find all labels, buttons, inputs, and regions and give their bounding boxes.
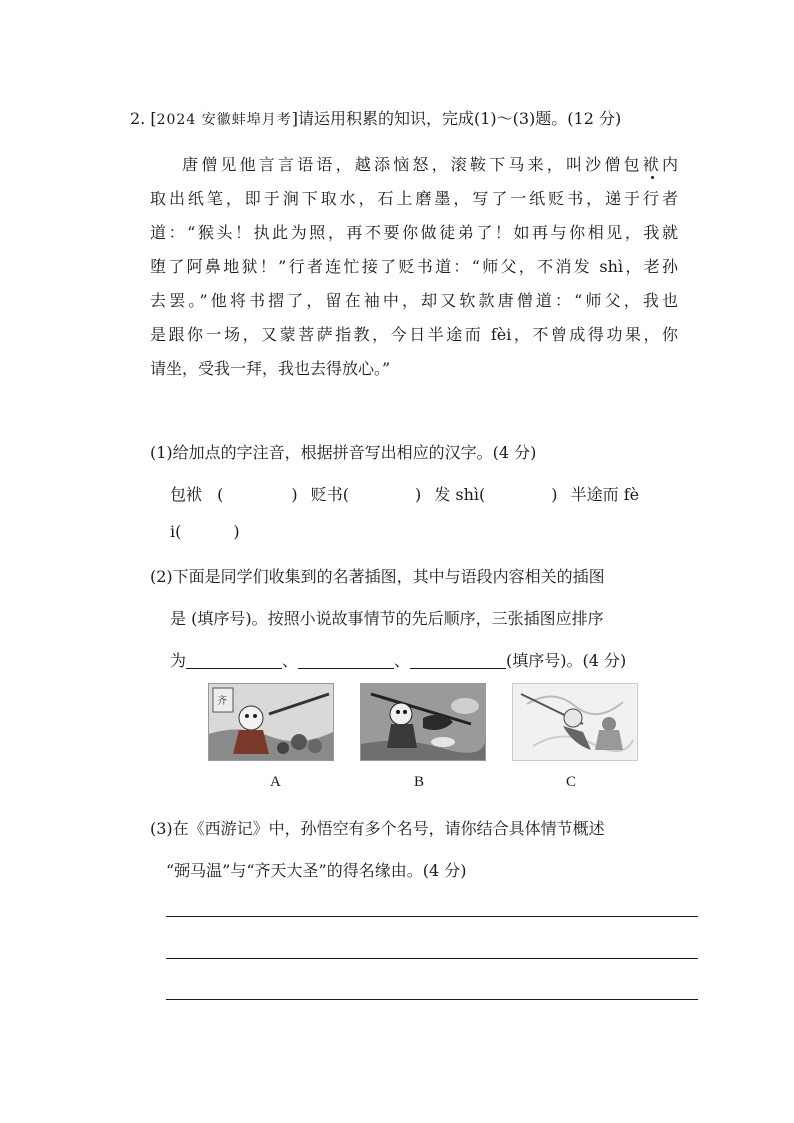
sub-question-3-line1: (3)在《西游记》中，孙悟空有多个名号，请你结合具体情节概述 [150,819,605,838]
sub-question-2-line1: (2)下面是同学们收集到的名著插图，其中与语段内容相关的插图 [150,567,605,586]
item-word: 包袱 [170,485,203,504]
illustration-label-a: A [270,774,281,790]
answer-paren-close: ) [291,485,298,504]
svg-text:齐: 齐 [217,696,227,707]
order-blank-1[interactable] [186,652,282,669]
passage-line: 堕了阿鼻地狱！”行者连忙接了贬书道：“师父，不消发 shì，老孙 [150,257,678,276]
answer-paren-open: ( [342,485,349,504]
illustration-b [360,683,486,761]
sub-question-2-line3 [170,648,626,671]
sub-question-2-line2: 是 (填序号)。按照小说故事情节的先后顺序，三张插图应排序 [170,609,604,628]
separator: 、 [282,651,299,670]
reading-passage [150,148,678,386]
answer-paren-close: ) [551,485,558,504]
order-blank-3[interactable] [410,652,506,669]
question-number: 2. [130,109,146,128]
pinyin-answer-row-wrap [170,522,240,541]
illustration-label-c: C [566,774,577,790]
answer-line-3[interactable] [166,999,698,1000]
sub-question-3-line2: “弼马温”与“齐天大圣”的得名缘由。(4 分) [166,861,467,880]
line-suffix: (填序号)。(4 分) [506,651,627,670]
answer-paren-close: ) [233,522,240,541]
passage-line: 取出纸笔，即于涧下取水，石上磨墨，写了一纸贬书，递于行者 [150,189,678,208]
answer-line-1[interactable] [166,916,698,917]
item-word: 贬书 [310,485,343,504]
source-open: [ [150,109,157,128]
illustration-label-b: B [414,774,425,790]
answer-paren-close: ) [414,485,422,504]
line-prefix: 为 [170,651,187,670]
answer-paren-open: ( [479,485,486,504]
separator: 、 [394,651,411,670]
question-header [130,106,621,129]
dotted-char: 袱 [642,155,662,174]
illustration-a [208,683,334,761]
question-stem: 请运用积累的知识，完成(1)～(3)题。(12 分) [297,109,622,128]
question-source: 2024 安徽蚌埠月考 [156,112,292,128]
item-word: 发 shì [434,485,480,504]
passage-line: 去罢。”他将书摺了，留在袖中，却又软款唐僧道：“师父，我也 [150,291,678,310]
illustration-c [512,683,638,761]
passage-line: 唐僧见他言言语语，越添恼怒，滚鞍下马来，叫沙僧包袱内 [182,155,678,174]
order-blank-2[interactable] [298,652,394,669]
monkey-king-battle-illustration [209,684,333,760]
monkey-king-flying-illustration [361,684,485,760]
passage-line: 请坐，受我一拜，我也去得放心。” [150,359,391,378]
sub-question-1: (1)给加点的字注音，根据拼音写出相应的汉字。(4 分) [150,443,537,462]
source-close: ] [291,109,298,128]
passage-line: 道：“猴头！执此为照，再不要你做徒弟了！如再与你相见，我就 [150,223,678,242]
answer-line-2[interactable] [166,958,698,959]
monkey-king-dancing-illustration [513,684,637,760]
answer-paren-open: ( [217,485,224,504]
pinyin-answer-row [170,482,639,505]
wrap-text: i( [170,522,182,541]
item-word: 半途而 fè [570,485,640,504]
passage-line: 是跟你一场，又蒙菩萨指教，今日半途而 fèi，不曾成得功果，你 [150,325,678,344]
